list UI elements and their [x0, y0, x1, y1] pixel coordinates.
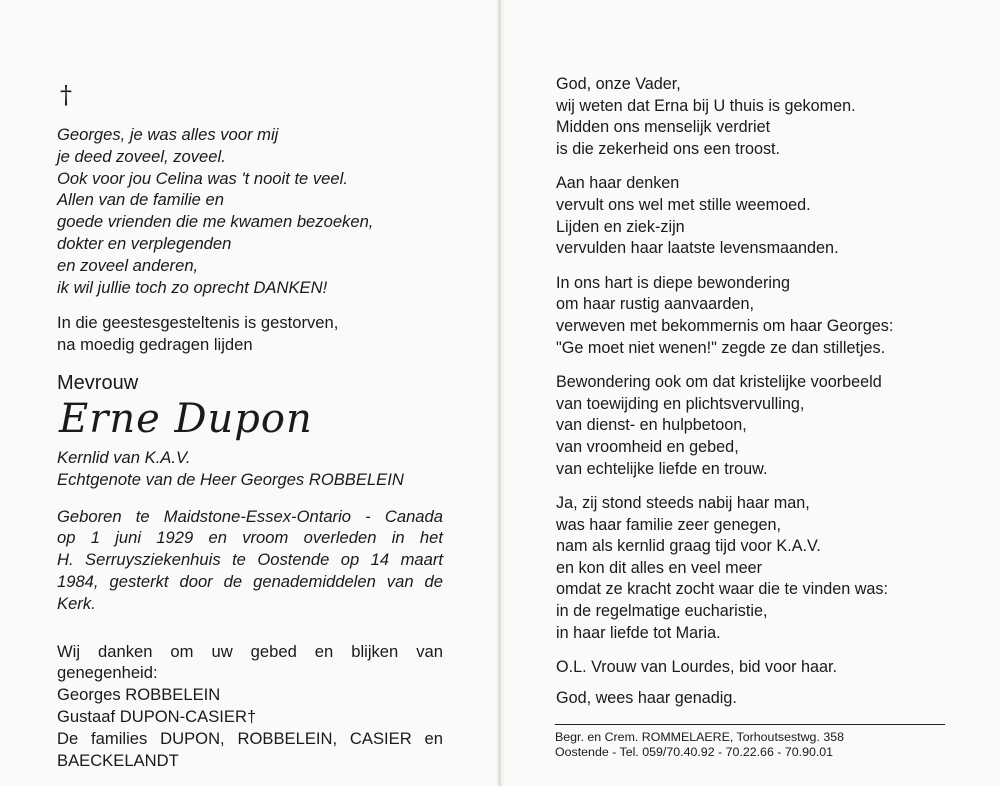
role-line: Echtgenote van de Heer Georges ROBBELEIN [57, 469, 404, 489]
stanza-line: nam als kernlid graag tijd voor K.A.V. [556, 537, 821, 556]
stanza-line: in haar liefde tot Maria. [556, 623, 721, 642]
birth-line: H. Serruysziekenhuis te Oostende op 14 maart [57, 550, 443, 570]
stanza-line: "Ge moet niet wenen!" zegde ze dan stilletjes. [556, 338, 886, 357]
poem-line: je deed zoveel, zoveel. [57, 146, 226, 166]
stanza-line: en kon dit alles en veel meer [556, 558, 763, 577]
thanks-line: De families DUPON, ROBBELEIN, CASIER en [57, 728, 443, 748]
stanza-line: vervulden haar laatste levensmaanden. [556, 239, 839, 258]
divider [555, 724, 945, 725]
thanks-line: Georges ROBBELEIN [57, 685, 221, 705]
stanza-line: is die zekerheid ons een troost. [556, 139, 781, 158]
left-panel [57, 80, 447, 771]
poem-line: en zoveel anderen, [57, 255, 199, 275]
deceased-name: Erne Dupon [59, 395, 313, 442]
birth-details [57, 506, 443, 615]
stanza [556, 372, 946, 480]
poem-line: ik wil jullie toch zo oprecht DANKEN! [57, 277, 328, 297]
stanza-line: in de regelmatige eucharistie, [556, 602, 768, 621]
intro-line: na moedig gedragen lijden [57, 335, 253, 355]
role-line: Kernlid van K.A.V. [57, 447, 191, 467]
honorific: Mevrouw [57, 371, 139, 394]
prayer-line: God, wees haar genadig. [556, 688, 737, 707]
stanza [556, 657, 946, 679]
stanza-line: verweven met bekommernis om haar Georges: [556, 316, 894, 335]
thanks-line: genegenheid: [57, 663, 158, 683]
stanza-line: In ons hart is diepe bewondering [556, 273, 790, 292]
poem-line: goede vrienden die me kwamen bezoeken, [57, 212, 374, 232]
stanza [556, 273, 946, 359]
stanza [556, 173, 946, 259]
right-panel [556, 74, 946, 722]
cross-icon: † [60, 81, 72, 109]
thanks-line: Gustaaf DUPON-CASIER† [57, 706, 257, 726]
birth-line: 1984, gesterkt door de genademiddelen van de [57, 571, 443, 591]
thanks [57, 641, 443, 772]
poem-line: dokter en verplegenden [57, 233, 232, 253]
stanza-line: om haar rustig aanvaarden, [556, 295, 754, 314]
printer-imprint [555, 724, 945, 760]
stanza-line: Ja, zij stond steeds nabij haar man, [556, 494, 810, 513]
stanza-line: God, onze Vader, [556, 75, 681, 93]
poem-line: Georges, je was alles voor mij [57, 125, 279, 144]
stanza [556, 688, 946, 710]
birth-line: op 1 juni 1929 en vroom overleden in het [57, 528, 443, 548]
roles [57, 447, 447, 491]
birth-line: Kerk. [57, 593, 96, 613]
intro-line: In die geestesgesteltenis is gestorven, [57, 313, 339, 333]
stanza-line: Aan haar denken [556, 174, 680, 193]
stanza-line: omdat ze kracht zocht waar die te vinden was: [556, 580, 889, 599]
printer-line: Begr. en Crem. ROMMELAERE, Torhoutsestwg. 358 [555, 730, 845, 744]
stanza [556, 493, 946, 644]
poem-line: Ook voor jou Celina was 't nooit te veel. [57, 168, 348, 188]
printer-line: Oostende - Tel. 059/70.40.92 - 70.22.66 - 70.90.01 [555, 745, 834, 759]
stanza-line: van echtelijke liefde en trouw. [556, 459, 768, 478]
poem [57, 124, 447, 298]
stanza-line: Bewondering ook om dat kristelijke voorbeeld [556, 373, 882, 392]
stanza-line: van dienst- en hulpbetoon, [556, 416, 747, 435]
stanza-line: vervult ons wel met stille weemoed. [556, 195, 811, 214]
stanza-line: was haar familie zeer genegen, [556, 515, 781, 534]
intro [57, 312, 447, 356]
prayer-line: O.L. Vrouw van Lourdes, bid voor haar. [556, 658, 838, 677]
thanks-line: BAECKELANDT [57, 750, 179, 770]
stanza-line: van vroomheid en gebed, [556, 437, 739, 456]
card-fold [498, 0, 501, 786]
stanza-line: wij weten dat Erna bij U thuis is gekomen. [556, 96, 856, 115]
stanza-line: Midden ons menselijk verdriet [556, 118, 771, 137]
birth-line: Geboren te Maidstone-Essex-Ontario - Canada [57, 506, 443, 526]
stanza-line: van toewijding en plichtsvervulling, [556, 394, 805, 413]
poem-line: Allen van de familie en [57, 190, 224, 210]
stanza-line: Lijden en ziek-zijn [556, 217, 685, 236]
thanks-line: Wij danken om uw gebed en blijken van [57, 641, 443, 661]
stanza [556, 74, 946, 160]
